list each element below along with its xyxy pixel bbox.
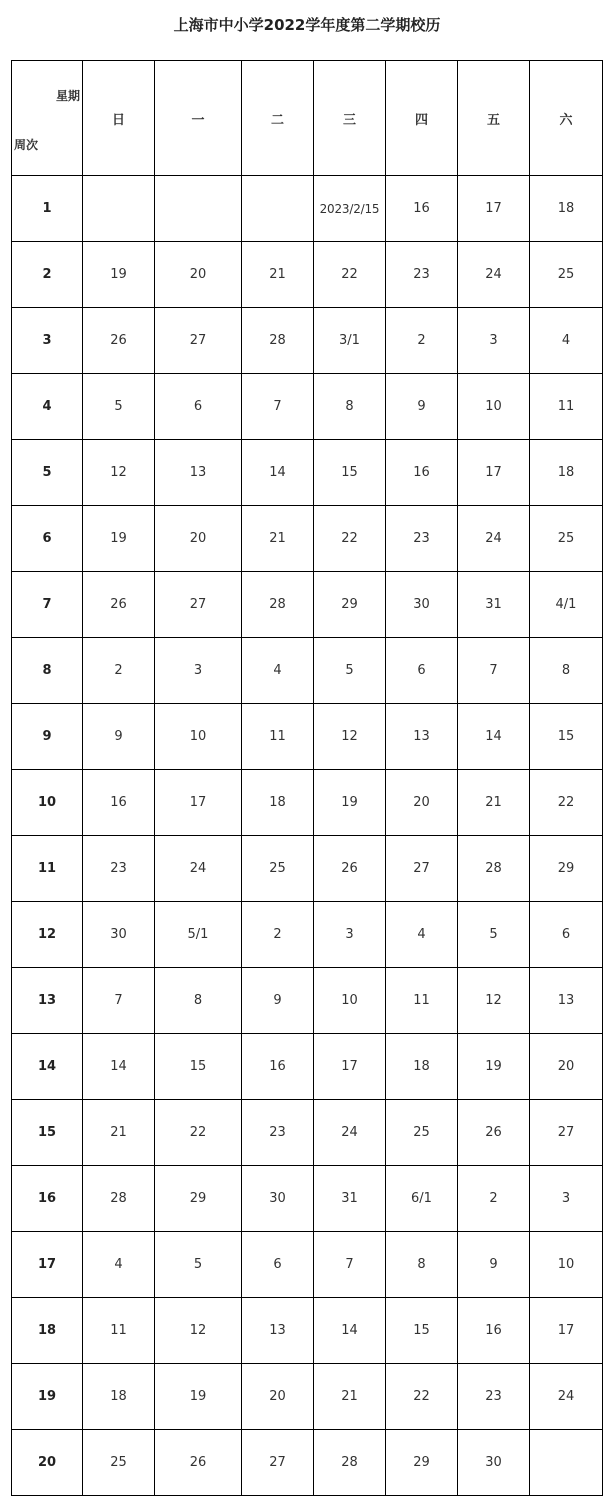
date-cell-fri: 30 (458, 1430, 530, 1496)
date-cell-sun: 5 (83, 374, 155, 440)
date-cell-wed: 3 (314, 902, 386, 968)
week-row (12, 1232, 603, 1298)
day-header-sun: 日 (83, 61, 155, 176)
date-cell-sun: 25 (83, 1430, 155, 1496)
date-cell-thu: 16 (386, 440, 458, 506)
date-cell-thu: 25 (386, 1100, 458, 1166)
week-row (12, 242, 603, 308)
date-cell-fri: 14 (458, 704, 530, 770)
week-number: 11 (12, 836, 83, 902)
date-cell-sat: 22 (530, 770, 603, 836)
date-cell-fri: 24 (458, 506, 530, 572)
date-cell-tue: 30 (242, 1166, 314, 1232)
date-cell-sun: 26 (83, 308, 155, 374)
date-cell-fri: 5 (458, 902, 530, 968)
date-cell-sun: 4 (83, 1232, 155, 1298)
date-cell-mon: 20 (155, 242, 242, 308)
week-row (12, 1298, 603, 1364)
date-cell-fri: 19 (458, 1034, 530, 1100)
date-cell-thu: 9 (386, 374, 458, 440)
date-cell-sat: 25 (530, 506, 603, 572)
date-cell-fri: 21 (458, 770, 530, 836)
week-number: 3 (12, 308, 83, 374)
week-row (12, 1166, 603, 1232)
date-cell-tue: 20 (242, 1364, 314, 1430)
date-cell-mon: 17 (155, 770, 242, 836)
date-cell-sun: 11 (83, 1298, 155, 1364)
date-cell-tue: 13 (242, 1298, 314, 1364)
date-cell-tue: 21 (242, 242, 314, 308)
date-cell-mon: 26 (155, 1430, 242, 1496)
date-cell-tue: 6 (242, 1232, 314, 1298)
date-cell-tue: 11 (242, 704, 314, 770)
week-number: 12 (12, 902, 83, 968)
date-cell-sat: 11 (530, 374, 603, 440)
date-cell-mon: 5 (155, 1232, 242, 1298)
date-cell-sat: 18 (530, 176, 603, 242)
week-number: 5 (12, 440, 83, 506)
date-cell-fri: 23 (458, 1364, 530, 1430)
date-cell-mon: 29 (155, 1166, 242, 1232)
date-cell-thu: 27 (386, 836, 458, 902)
date-cell-sun: 9 (83, 704, 155, 770)
date-cell-thu: 16 (386, 176, 458, 242)
date-cell-mon: 12 (155, 1298, 242, 1364)
date-cell-mon: 5/1 (155, 902, 242, 968)
week-number: 7 (12, 572, 83, 638)
date-cell-fri: 26 (458, 1100, 530, 1166)
day-header-sat: 六 (530, 61, 603, 176)
corner-header-cell (12, 61, 83, 176)
week-number: 20 (12, 1430, 83, 1496)
date-cell-mon (155, 176, 242, 242)
week-row (12, 1100, 603, 1166)
week-row (12, 902, 603, 968)
date-cell-sun: 18 (83, 1364, 155, 1430)
date-cell-wed: 10 (314, 968, 386, 1034)
date-cell-wed: 14 (314, 1298, 386, 1364)
date-cell-thu: 8 (386, 1232, 458, 1298)
date-cell-sat: 8 (530, 638, 603, 704)
date-cell-mon: 27 (155, 572, 242, 638)
date-cell-thu: 6 (386, 638, 458, 704)
date-cell-wed: 7 (314, 1232, 386, 1298)
week-number: 13 (12, 968, 83, 1034)
calendar-body (12, 176, 603, 1496)
date-cell-sat: 17 (530, 1298, 603, 1364)
day-header-fri: 五 (458, 61, 530, 176)
date-cell-sat: 3 (530, 1166, 603, 1232)
date-cell-sat: 10 (530, 1232, 603, 1298)
week-number: 14 (12, 1034, 83, 1100)
date-cell-thu: 23 (386, 506, 458, 572)
date-cell-sat: 18 (530, 440, 603, 506)
week-number: 1 (12, 176, 83, 242)
school-calendar-table (11, 60, 603, 1496)
week-row (12, 638, 603, 704)
week-row (12, 1034, 603, 1100)
week-row (12, 968, 603, 1034)
date-cell-wed: 8 (314, 374, 386, 440)
date-cell-sun: 19 (83, 242, 155, 308)
date-cell-wed: 12 (314, 704, 386, 770)
week-row (12, 836, 603, 902)
week-row (12, 572, 603, 638)
date-cell-tue: 7 (242, 374, 314, 440)
date-cell-fri: 9 (458, 1232, 530, 1298)
date-cell-fri: 17 (458, 176, 530, 242)
date-cell-sat: 6 (530, 902, 603, 968)
date-cell-tue: 23 (242, 1100, 314, 1166)
date-cell-tue: 28 (242, 308, 314, 374)
date-cell-wed: 31 (314, 1166, 386, 1232)
date-cell-mon: 20 (155, 506, 242, 572)
date-cell-sat: 27 (530, 1100, 603, 1166)
date-cell-thu: 11 (386, 968, 458, 1034)
weekday-axis-label: 星期 (55, 89, 80, 103)
date-cell-sat: 24 (530, 1364, 603, 1430)
week-number: 8 (12, 638, 83, 704)
date-cell-sun: 30 (83, 902, 155, 968)
date-cell-fri: 28 (458, 836, 530, 902)
date-cell-thu: 22 (386, 1364, 458, 1430)
week-number: 6 (12, 506, 83, 572)
date-cell-wed: 15 (314, 440, 386, 506)
date-cell-tue: 2 (242, 902, 314, 968)
date-cell-sun: 28 (83, 1166, 155, 1232)
date-cell-sat: 15 (530, 704, 603, 770)
day-header-mon: 一 (155, 61, 242, 176)
week-row (12, 1430, 603, 1496)
date-cell-mon: 8 (155, 968, 242, 1034)
date-cell-fri: 2 (458, 1166, 530, 1232)
date-cell-wed: 24 (314, 1100, 386, 1166)
date-cell-tue: 18 (242, 770, 314, 836)
date-cell-fri: 31 (458, 572, 530, 638)
day-header-thu: 四 (386, 61, 458, 176)
date-cell-wed: 28 (314, 1430, 386, 1496)
page-title: 上海市中小学2022学年度第二学期校历 (173, 16, 441, 34)
date-cell-sat: 4 (530, 308, 603, 374)
week-number: 16 (12, 1166, 83, 1232)
date-cell-sat: 25 (530, 242, 603, 308)
week-row (12, 1364, 603, 1430)
day-header-wed: 三 (314, 61, 386, 176)
date-cell-tue: 14 (242, 440, 314, 506)
date-cell-thu: 23 (386, 242, 458, 308)
date-cell-thu: 18 (386, 1034, 458, 1100)
date-cell-sun: 26 (83, 572, 155, 638)
date-cell-wed: 3/1 (314, 308, 386, 374)
date-cell-thu: 4 (386, 902, 458, 968)
date-cell-fri: 12 (458, 968, 530, 1034)
date-cell-wed: 17 (314, 1034, 386, 1100)
day-header-tue: 二 (242, 61, 314, 176)
date-cell-sun: 7 (83, 968, 155, 1034)
date-cell-sun (83, 176, 155, 242)
week-row (12, 770, 603, 836)
week-number: 18 (12, 1298, 83, 1364)
date-cell-mon: 27 (155, 308, 242, 374)
date-cell-fri: 10 (458, 374, 530, 440)
week-number: 10 (12, 770, 83, 836)
date-cell-mon: 22 (155, 1100, 242, 1166)
date-cell-mon: 3 (155, 638, 242, 704)
date-cell-mon: 6 (155, 374, 242, 440)
week-row (12, 440, 603, 506)
date-cell-tue: 21 (242, 506, 314, 572)
date-cell-wed: 5 (314, 638, 386, 704)
date-cell-wed: 2023/2/15 (314, 176, 386, 242)
date-cell-mon: 19 (155, 1364, 242, 1430)
date-cell-mon: 13 (155, 440, 242, 506)
date-cell-wed: 22 (314, 242, 386, 308)
date-cell-sat: 29 (530, 836, 603, 902)
date-cell-sun: 2 (83, 638, 155, 704)
date-cell-sun: 23 (83, 836, 155, 902)
week-axis-label: 周次 (14, 138, 39, 152)
date-cell-tue: 16 (242, 1034, 314, 1100)
date-cell-wed: 29 (314, 572, 386, 638)
date-cell-wed: 19 (314, 770, 386, 836)
date-cell-sun: 21 (83, 1100, 155, 1166)
date-cell-tue (242, 176, 314, 242)
week-number: 19 (12, 1364, 83, 1430)
week-number: 2 (12, 242, 83, 308)
date-cell-sun: 16 (83, 770, 155, 836)
date-cell-thu: 29 (386, 1430, 458, 1496)
date-cell-thu: 30 (386, 572, 458, 638)
date-cell-tue: 27 (242, 1430, 314, 1496)
date-cell-thu: 6/1 (386, 1166, 458, 1232)
date-cell-thu: 20 (386, 770, 458, 836)
week-row (12, 704, 603, 770)
date-cell-sat: 20 (530, 1034, 603, 1100)
date-cell-thu: 13 (386, 704, 458, 770)
date-cell-sun: 12 (83, 440, 155, 506)
week-number: 15 (12, 1100, 83, 1166)
date-cell-fri: 3 (458, 308, 530, 374)
date-cell-fri: 16 (458, 1298, 530, 1364)
date-cell-mon: 24 (155, 836, 242, 902)
date-cell-wed: 22 (314, 506, 386, 572)
date-cell-sat: 13 (530, 968, 603, 1034)
date-cell-tue: 4 (242, 638, 314, 704)
week-number: 17 (12, 1232, 83, 1298)
header-row (12, 61, 603, 176)
date-cell-sun: 14 (83, 1034, 155, 1100)
week-row (12, 506, 603, 572)
date-cell-sun: 19 (83, 506, 155, 572)
date-cell-thu: 2 (386, 308, 458, 374)
week-row (12, 374, 603, 440)
date-cell-sat: 4/1 (530, 572, 603, 638)
date-cell-thu: 15 (386, 1298, 458, 1364)
date-cell-mon: 10 (155, 704, 242, 770)
week-row (12, 308, 603, 374)
date-cell-fri: 7 (458, 638, 530, 704)
date-cell-tue: 28 (242, 572, 314, 638)
week-number: 4 (12, 374, 83, 440)
date-cell-tue: 25 (242, 836, 314, 902)
date-cell-fri: 17 (458, 440, 530, 506)
date-cell-mon: 15 (155, 1034, 242, 1100)
date-cell-fri: 24 (458, 242, 530, 308)
date-cell-wed: 21 (314, 1364, 386, 1430)
date-cell-tue: 9 (242, 968, 314, 1034)
date-cell-wed: 26 (314, 836, 386, 902)
week-row (12, 176, 603, 242)
week-number: 9 (12, 704, 83, 770)
date-cell-sat (530, 1430, 603, 1496)
